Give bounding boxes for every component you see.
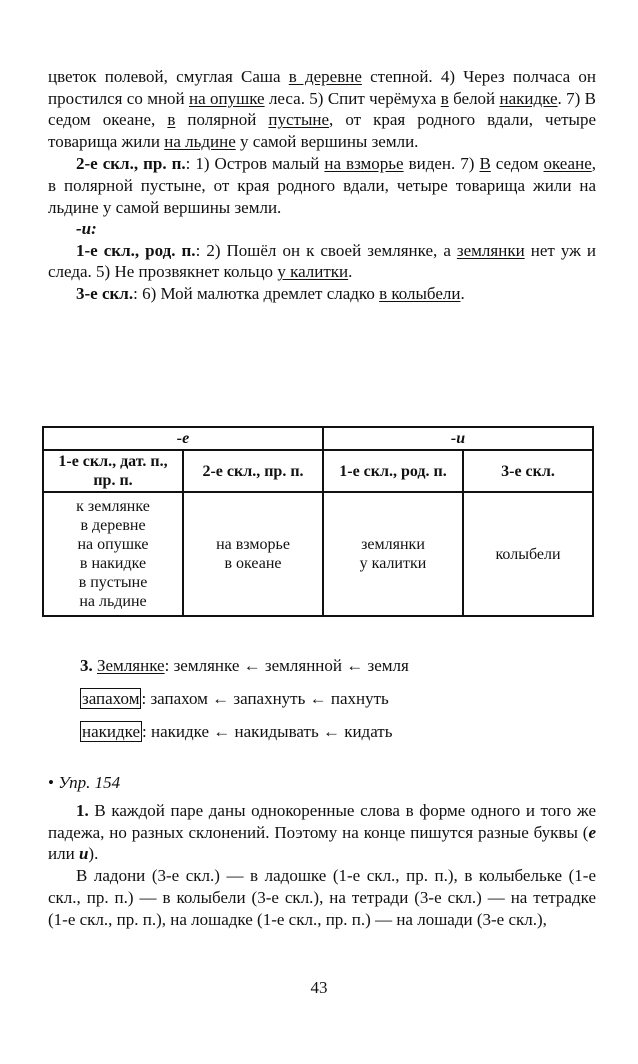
column-header: 3-е скл. (463, 450, 593, 492)
page-number: 43 (310, 978, 328, 997)
text: степной. 4) Через полчаса он простился со мной (48, 67, 597, 108)
derivation-text: : запахом ← запахнуть ← пахнуть (141, 689, 389, 708)
exercise-title: Упр. 154 (58, 773, 121, 792)
cell-line: в деревне (80, 517, 146, 534)
case-label: 2-е скл., пр. п. (76, 154, 186, 174)
cell-line: у калитки (359, 555, 427, 572)
text: виден. 7) (403, 154, 480, 174)
paragraph-2 (48, 153, 596, 218)
text: полярной (175, 110, 269, 130)
parsed-word: Землянке (97, 656, 165, 675)
text: , в полярной пустыне, от края родного вдали, четыре товарища жили на льдине у самой вершины земли. (48, 154, 596, 217)
paragraph-6 (48, 800, 596, 865)
underlined-word: в деревне (288, 67, 362, 86)
text: В каждой паре даны однокоренные слова в форме одного и того же падежа, но разных склонений. Поэтому на конце пишутся разные буквы ( (48, 800, 596, 842)
cell-line: на опушке (77, 536, 149, 553)
table-cell (183, 492, 323, 616)
cell-line: к землянке (76, 498, 150, 515)
cell-line: в океане (224, 555, 282, 572)
morpheme-line-1 (80, 656, 409, 676)
group-i-header: -и (323, 427, 593, 450)
text: седом (490, 154, 544, 174)
underlined-word: океане (543, 154, 592, 174)
letter: и (78, 844, 89, 864)
case-label: 3-е скл. (76, 283, 134, 303)
text: : 2) Пошёл он к своей землянке, а (195, 240, 457, 260)
paragraph-4 (48, 240, 596, 283)
text: или (48, 844, 79, 864)
endings-table (42, 426, 594, 617)
paragraph-7: В ладони (3-е скл.) — в ладошке (1-е скл., пр. п.), в колыбельке (1-е скл., пр. п.) — в колыбели (3-е скл.), на тетради (3-е скл.) — на тетрадке (1-е скл., пр. п.), на лошадке (1-е скл., пр. п.) — на лошади (3-е скл.), (48, 866, 596, 929)
column-header: 1-е скл., дат. п., пр. п. (43, 450, 183, 492)
underlined-word: накидке (499, 88, 558, 108)
paragraph-1 (48, 66, 596, 152)
paragraph-3 (48, 218, 596, 240)
text: нет уж и следа. 5) Не прозвякнет кольцо (48, 240, 596, 282)
text: белой (448, 88, 500, 108)
underlined-word: на опушке (189, 88, 265, 108)
text: цветок полевой, смуглая Саша (48, 67, 289, 86)
ending-label: -и: (76, 219, 97, 239)
parsed-word: запахом (82, 689, 140, 708)
table-cell (463, 492, 593, 616)
underlined-word: на льдине (164, 131, 236, 151)
underlined-word: на взморье (324, 154, 404, 174)
text-body (48, 66, 596, 305)
case-label: 1-е скл., род. п. (76, 240, 196, 260)
column-header: 1-е скл., род. п. (323, 450, 463, 492)
cell-line: на взморье (216, 536, 290, 553)
underlined-word: в (440, 88, 449, 108)
cell-line: землянки (361, 536, 425, 553)
cell-line: колыбели (495, 545, 561, 563)
text: у самой вершины земли. (235, 131, 419, 151)
text: . (460, 283, 465, 303)
cell-line: на льдине (79, 593, 147, 610)
underlined-word: пустыне (268, 110, 330, 130)
exercise-heading (48, 772, 596, 794)
text: . 7) В седом океане, (48, 88, 597, 130)
morpheme-line-3 (80, 722, 393, 742)
exercise-section (48, 772, 596, 931)
parsed-word: накидке (82, 722, 141, 741)
underlined-word: в колыбели (379, 283, 461, 303)
text: . (348, 262, 353, 282)
cell-line: в пустыне (78, 574, 148, 591)
underlined-word: В (479, 154, 491, 174)
column-header: 2-е скл., пр. п. (183, 450, 323, 492)
task-number: 3. (80, 656, 93, 675)
table-cell (323, 492, 463, 616)
derivation-text: : землянке ← землянной ← земля (164, 656, 409, 675)
letter: е (588, 822, 596, 842)
text: , от края родного вдали, четыре товарища жили (48, 110, 597, 151)
underlined-word: землянки (456, 240, 525, 260)
table-cell (43, 492, 183, 616)
paragraph-5 (48, 283, 596, 305)
derivation-text: : накидке ← накидывать ← кидать (142, 722, 393, 741)
text: : 1) Остров малый (185, 154, 325, 174)
text: : 6) Мой малютка дремлет сладко (133, 283, 380, 303)
text: ). (88, 844, 99, 864)
cell-line: в накидке (79, 555, 147, 572)
morpheme-line-2 (80, 689, 389, 709)
underlined-word: у калитки (277, 262, 349, 282)
group-e-header: -е (43, 427, 323, 450)
bullet-icon: • (48, 773, 54, 792)
underlined-word: в (167, 110, 176, 130)
text: леса. 5) Спит черёмуха (264, 88, 441, 108)
item-number: 1. (76, 800, 89, 820)
